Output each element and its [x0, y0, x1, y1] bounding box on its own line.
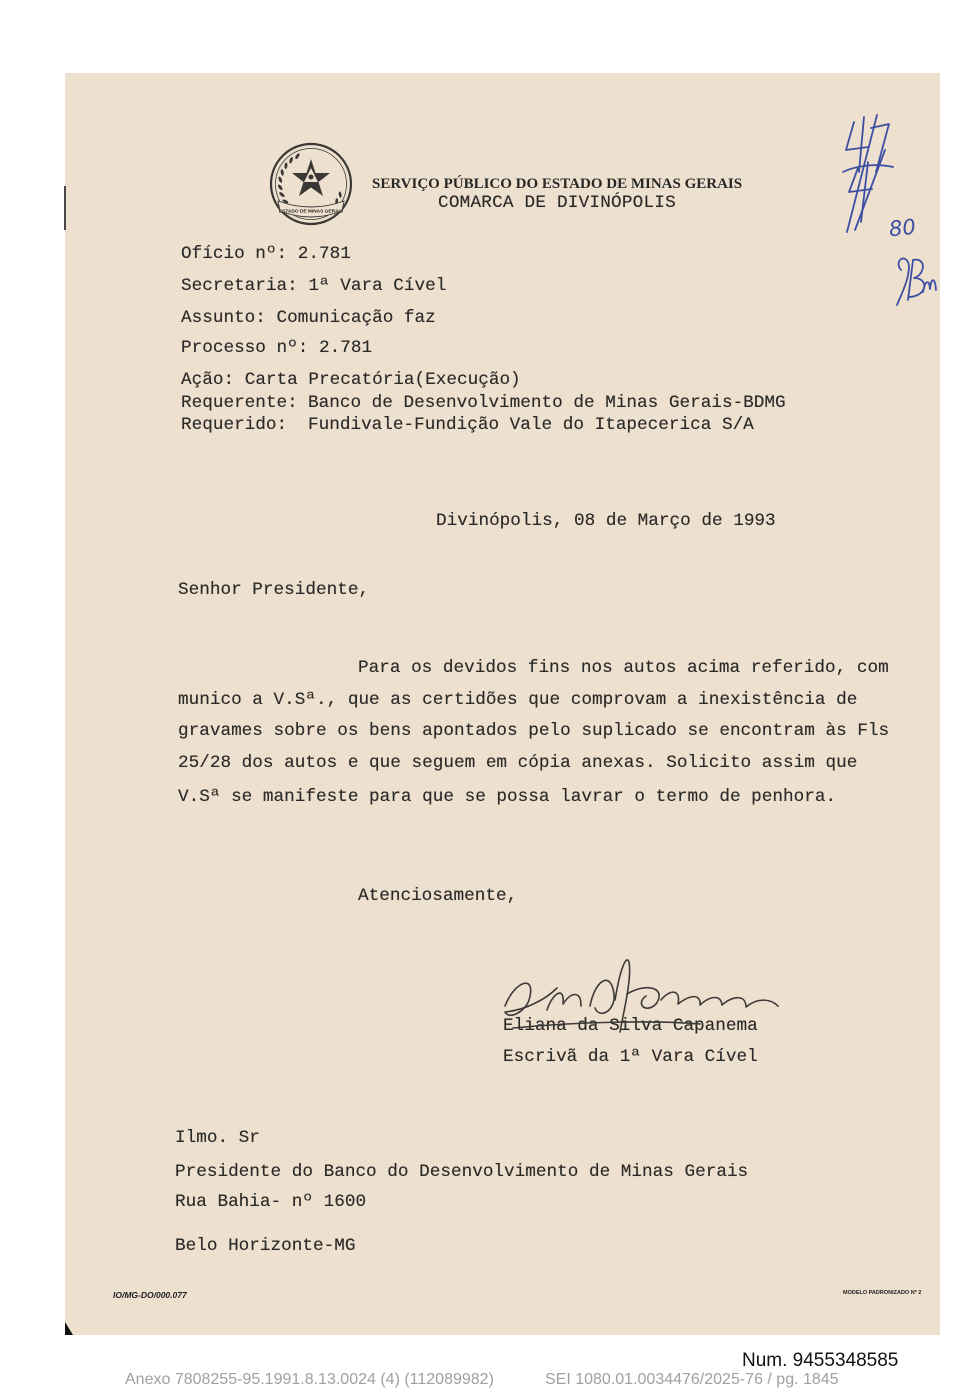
- field-label: Secretaria:: [181, 276, 298, 296]
- body-line: 25/28 dos autos e que seguem em cópia anexas. Solicito assim que: [178, 753, 858, 773]
- body-line: gravames sobre os bens apontados pelo suplicado se encontram às Fls: [178, 721, 890, 741]
- field-value: Banco de Desenvolvimento de Minas Gerais-BDMG: [308, 393, 786, 413]
- closing: Atenciosamente,: [358, 886, 518, 906]
- laurel-leaf: [294, 153, 300, 160]
- field-secretaria: [181, 276, 446, 296]
- handwritten-page-number-struck: [835, 110, 940, 310]
- coat-of-arms-seal: [268, 142, 354, 228]
- field-label: Requerido:: [181, 415, 288, 435]
- laurel-leaf: [279, 191, 286, 197]
- handwritten-folio-number: 80: [887, 214, 917, 242]
- field-acao: [181, 370, 521, 390]
- comarca-name: COMARCA DE DIVINÓPOLIS: [438, 193, 676, 213]
- laurel-leaf: [278, 176, 283, 183]
- document-number: Num. 9455348585: [742, 1350, 899, 1371]
- paper-corner-mark: [65, 1322, 74, 1335]
- field-label: Processo nº:: [181, 338, 309, 358]
- field-label: Ação:: [181, 370, 235, 390]
- letter-date: Divinópolis, 08 de Março de 1993: [436, 511, 776, 531]
- addressee-line: Presidente do Banco do Desenvolvimento de Minas Gerais: [175, 1162, 749, 1182]
- seal-lettering: ESTADO DE MINAS GERAIS: [278, 209, 344, 215]
- field-value: Comunicação faz: [276, 308, 436, 328]
- field-value: Fundivale-Fundição Vale do Itapecerica S/A: [308, 415, 754, 435]
- field-label: Ofício nº:: [181, 244, 288, 264]
- field-processo: [181, 338, 372, 358]
- laurel-leaf: [289, 157, 294, 164]
- body-line: V.Sª se manifeste para que se possa lavrar o termo de penhora.: [178, 787, 837, 807]
- field-oficio: [181, 244, 351, 264]
- field-value: 2.781: [297, 244, 351, 264]
- form-model: MODELO PADRONIZADO Nº 2: [843, 1290, 922, 1296]
- laurel-leaf: [280, 169, 284, 176]
- addressee-line: Ilmo. Sr: [175, 1128, 260, 1148]
- field-requerido: [181, 415, 901, 435]
- form-code: IO/MG-DO/000.077: [113, 1290, 187, 1300]
- field-label: Requerente:: [181, 393, 298, 413]
- signatory-title: Escrivã da 1ª Vara Cível: [503, 1047, 758, 1067]
- salutation: Senhor Presidente,: [178, 580, 370, 600]
- signatory-name: Eliana da Silva Capanema: [503, 1016, 758, 1036]
- field-label: Assunto:: [181, 308, 266, 328]
- laurel-leaf: [284, 162, 287, 169]
- annex-reference: Anexo 7808255-95.1991.8.13.0024 (4) (112089982): [125, 1371, 494, 1388]
- laurel-leaf: [277, 184, 283, 191]
- issuing-organization: SERVIÇO PÚBLICO DO ESTADO DE MINAS GERAIS: [372, 176, 743, 192]
- laurel-leaf: [338, 191, 342, 198]
- field-value: Carta Precatória(Execução): [244, 370, 521, 390]
- addressee-line: Belo Horizonte-MG: [175, 1236, 356, 1256]
- field-value: 1ª Vara Cível: [308, 276, 447, 296]
- body-line: Para os devidos fins nos autos acima referido, com: [358, 658, 889, 678]
- paper-edge-mark: [64, 186, 66, 230]
- field-value: 2.781: [319, 338, 373, 358]
- handwritten-signature: [495, 948, 795, 1048]
- field-assunto: [181, 308, 436, 328]
- field-requerente: [181, 393, 901, 413]
- body-line: munico a V.Sª., que as certidões que comprovam a inexistência de: [178, 690, 858, 710]
- addressee-line: Rua Bahia- nº 1600: [175, 1192, 367, 1212]
- sei-reference: SEI 1080.01.0034476/2025-76 / pg. 1845: [545, 1371, 839, 1388]
